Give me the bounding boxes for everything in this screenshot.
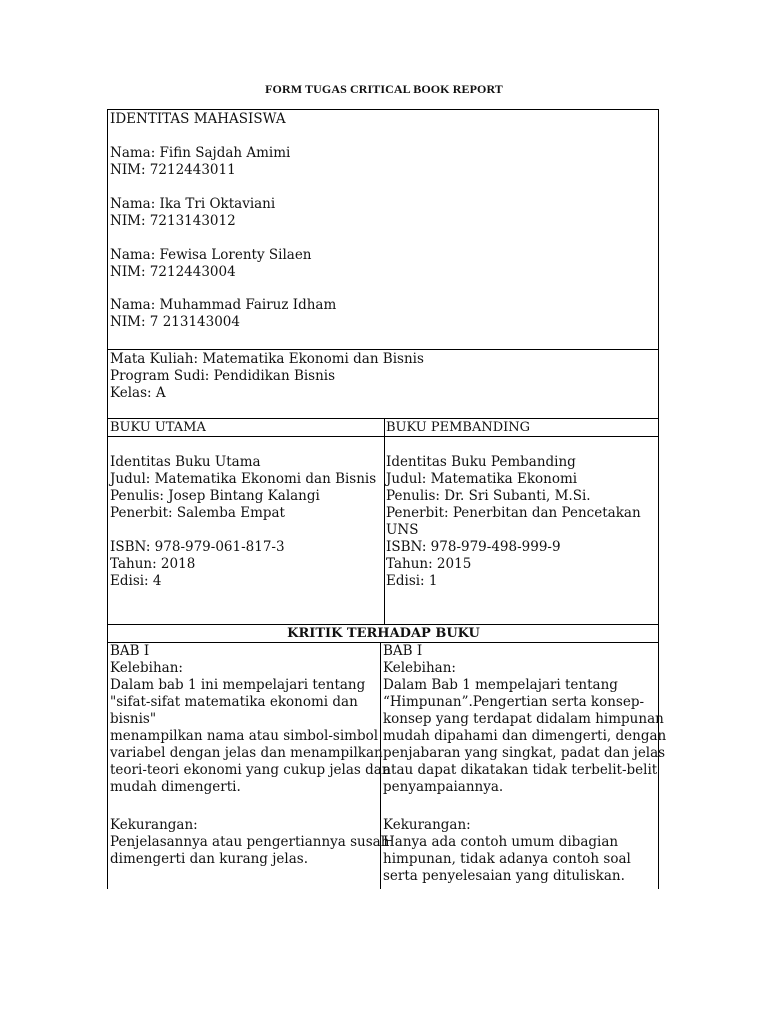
kekurangan-line: Hanya ada contoh umum dibagian (383, 834, 619, 850)
kelebihan-line: penyampaiannya. (383, 779, 504, 795)
identitas-buku-utama: Identitas Buku Utama (110, 454, 261, 470)
kelebihan-line: atau dapat dikatakan tidak terbelit-belit (383, 762, 658, 778)
kekurangan-label: Kekurangan: (110, 817, 198, 833)
kelebihan-line: bisnis" (110, 711, 157, 727)
kelebihan-line: menampilkan nama atau simbol-simbol (110, 728, 379, 744)
isbn: ISBN: 978-979-498-999-9 (386, 539, 561, 555)
kekurangan-label: Kekurangan: (383, 817, 471, 833)
buku-utama-header: BUKU UTAMA (110, 420, 206, 435)
kekurangan-line: himpunan, tidak adanya contoh soal (383, 851, 631, 867)
kelebihan-line: teori-teori ekonomi yang cukup jelas dan (110, 762, 391, 778)
buku-pembanding-header: BUKU PEMBANDING (386, 420, 531, 435)
document-title: FORM TUGAS CRITICAL BOOK REPORT (265, 82, 503, 96)
member-name: Nama: Muhammad Fairuz Idham (110, 297, 337, 313)
member-name: Nama: Ika Tri Oktaviani (110, 196, 276, 212)
penerbit: Penerbit: Penerbitan dan Pencetakan (386, 505, 641, 521)
member-nim: NIM: 7212443011 (110, 162, 236, 178)
edisi: Edisi: 1 (386, 573, 438, 589)
penerbit: Penerbit: Salemba Empat (110, 505, 285, 521)
kekurangan-line: Penjelasannya atau pengertiannya susah (110, 834, 390, 850)
member-nim: NIM: 7 213143004 (110, 314, 240, 330)
identitas-buku-pembanding: Identitas Buku Pembanding (386, 454, 576, 470)
member-name: Nama: Fewisa Lorenty Silaen (110, 247, 312, 263)
member-name: Nama: Fifin Sajdah Amimi (110, 145, 291, 161)
kritik-heading: KRITIK TERHADAP BUKU (287, 626, 480, 641)
penulis: Penulis: Dr. Sri Subanti, M.Si. (386, 488, 591, 504)
judul: Judul: Matematika Ekonomi (386, 471, 578, 487)
bab-label: BAB I (110, 643, 150, 659)
edisi: Edisi: 4 (110, 573, 162, 589)
member-nim: NIM: 7213143012 (110, 213, 236, 229)
table-border-top (107, 109, 659, 110)
table-border-left (107, 109, 108, 889)
column-divider (384, 418, 385, 625)
kelebihan-label: Kelebihan: (383, 660, 456, 676)
kelebihan-line: Dalam Bab 1 mempelajari tentang (383, 677, 618, 693)
judul: Judul: Matematika Ekonomi dan Bisnis (110, 471, 377, 487)
bab-label: BAB I (383, 643, 423, 659)
kelebihan-line: mudah dimengerti. (110, 779, 241, 795)
kelebihan-line: Dalam bab 1 ini mempelajari tentang (110, 677, 366, 693)
kelas: Kelas: A (110, 385, 166, 401)
table-border-right (658, 109, 659, 889)
kelebihan-line: “Himpunan”.Pengertian serta konsep- (383, 694, 645, 710)
kelebihan-line: penjabaran yang singkat, padat dan jelas (383, 745, 666, 761)
member-nim: NIM: 7212443004 (110, 264, 236, 280)
identitas-heading: IDENTITAS MAHASISWA (110, 111, 286, 127)
kekurangan-line: serta penyelesaian yang dituliskan. (383, 868, 625, 884)
isbn: ISBN: 978-979-061-817-3 (110, 539, 285, 555)
kekurangan-line: dimengerti dan kurang jelas. (110, 851, 309, 867)
penulis: Penulis: Josep Bintang Kalangi (110, 488, 320, 504)
tahun: Tahun: 2018 (110, 556, 196, 572)
kelebihan-line: konsep yang terdapat didalam himpunan (383, 711, 664, 727)
row-divider (107, 349, 659, 350)
program-studi: Program Sudi: Pendidikan Bisnis (110, 368, 336, 384)
kelebihan-label: Kelebihan: (110, 660, 183, 676)
kelebihan-line: mudah dipahami dan dimengerti, dengan (383, 728, 667, 744)
penerbit-continued: UNS (386, 522, 419, 538)
mata-kuliah: Mata Kuliah: Matematika Ekonomi dan Bisnis (110, 351, 424, 367)
row-divider (107, 436, 659, 437)
kelebihan-line: "sifat-sifat matematika ekonomi dan (110, 694, 358, 710)
tahun: Tahun: 2015 (386, 556, 472, 572)
kelebihan-line: variabel dengan jelas dan menampilkan (110, 745, 383, 761)
